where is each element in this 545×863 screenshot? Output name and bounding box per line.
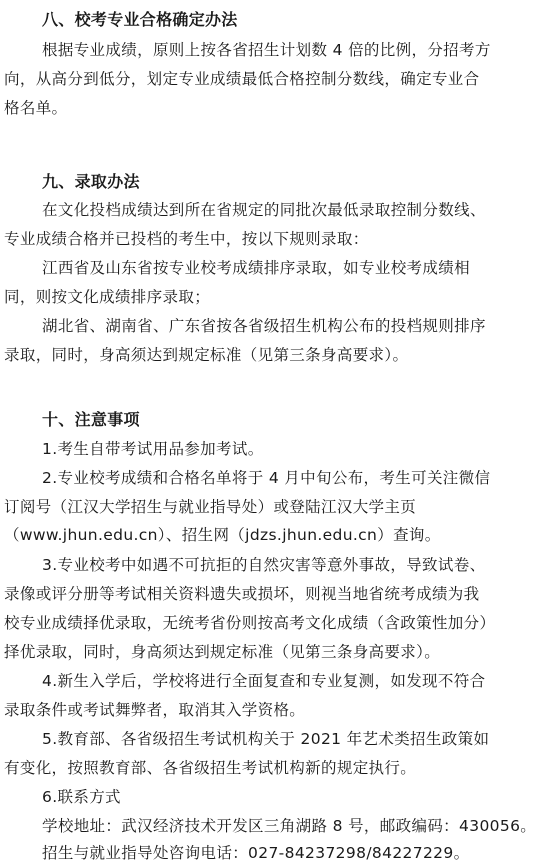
section-8-line: 向，从高分到低分，划定专业成绩最低合格控制分数线，确定专业合 bbox=[4, 70, 480, 88]
notice-item: 1.考生自带考试用品参加考试。 bbox=[42, 440, 264, 458]
notice-item: 6.联系方式 bbox=[42, 788, 121, 806]
section-10-heading: 十、注意事项 bbox=[42, 410, 140, 429]
section-8-heading: 八、校考专业合格确定办法 bbox=[42, 10, 238, 29]
section-8-line: 根据专业成绩，原则上按各省招生计划数 4 倍的比例，分招考方 bbox=[42, 41, 491, 59]
notice-item: 2.专业校考成绩和合格名单将于 4 月中旬公布，考生可关注微信 bbox=[42, 469, 491, 487]
notice-item: 订阅号（江汉大学招生与就业指导处）或登陆江汉大学主页 bbox=[4, 498, 417, 516]
notice-item: 4.新生入学后，学校将进行全面复查和专业复测，如发现不符合 bbox=[42, 672, 486, 690]
section-9-heading: 九、录取办法 bbox=[42, 172, 140, 191]
section-9-line: 在文化投档成绩达到所在省规定的同批次最低录取控制分数线、 bbox=[42, 201, 486, 219]
notice-item: 录取条件或考试舞弊者，取消其入学资格。 bbox=[4, 701, 306, 719]
notice-item: 择优录取，同时，身高须达到规定标准（见第三条身高要求）。 bbox=[4, 643, 441, 661]
section-9-line: 专业成绩合格并已投档的考生中，按以下规则录取： bbox=[4, 230, 369, 248]
notice-item: （www.jhun.edu.cn）、招生网（jdzs.jhun.edu.cn）查询。 bbox=[4, 526, 441, 544]
notice-item: 5.教育部、各省级招生考试机构关于 2021 年艺术类招生政策如 bbox=[42, 730, 490, 748]
contact-phone: 招生与就业指导处咨询电话：027-84237298/84227229。 bbox=[42, 844, 470, 862]
section-9-line: 江西省及山东省按专业校考成绩排序录取，如专业校考成绩相 bbox=[42, 259, 470, 277]
notice-item: 录像或评分册等考试相关资料遗失或损坏，则视当地省统考成绩为我 bbox=[4, 585, 480, 603]
contact-address: 学校地址：武汉经济技术开发区三角湖路 8 号，邮政编码：430056。 bbox=[42, 817, 537, 835]
notice-item: 校专业成绩择优录取，无统考省份则按高考文化成绩（含政策性加分） bbox=[4, 614, 496, 632]
notice-item: 有变化，按照教育部、各省级招生考试机构新的规定执行。 bbox=[4, 759, 417, 777]
section-9-line: 湖北省、湖南省、广东省按各省级招生机构公布的投档规则排序 bbox=[42, 317, 486, 335]
section-8-line: 格名单。 bbox=[4, 99, 68, 117]
section-9-line: 录取，同时，身高须达到规定标准（见第三条身高要求）。 bbox=[4, 346, 409, 364]
section-9-line: 同，则按文化成绩排序录取； bbox=[4, 288, 211, 306]
notice-item: 3.专业校考中如遇不可抗拒的自然灾害等意外事故，导致试卷、 bbox=[42, 556, 486, 574]
